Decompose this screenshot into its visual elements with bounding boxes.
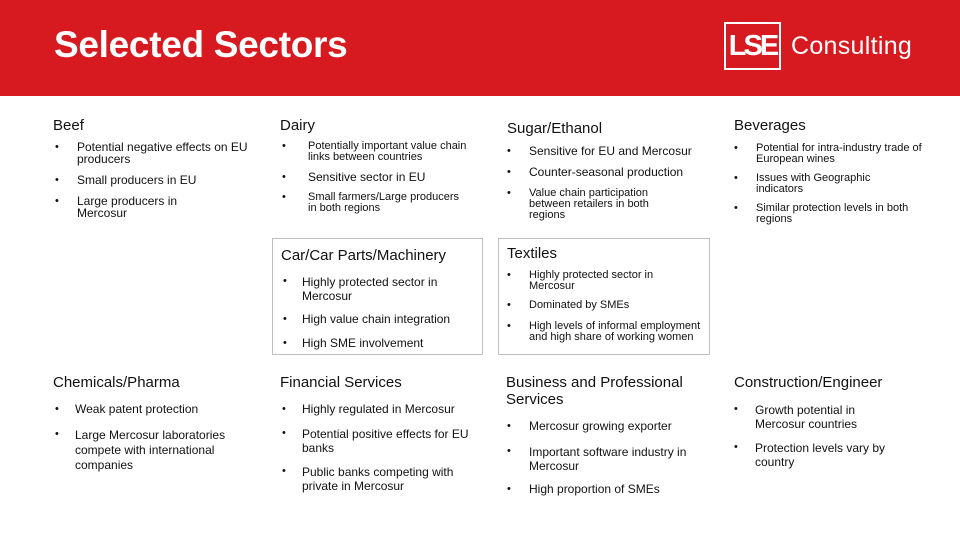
bullet: • [734,202,738,214]
list-item [283,337,478,349]
sector-title-construction: Construction/Engineer [734,374,883,391]
item-text: Important software industry in Mercosur [529,445,687,473]
bullet: • [507,187,511,199]
sector-title-beef: Beef [53,117,84,134]
item-text: Potential for intra-industry trade of European wines [756,142,922,165]
item-text: Value chain participation between retailers in both regions [529,187,649,221]
item-text: High SME involvement [302,336,424,350]
list-item [282,403,482,415]
header-bar [0,0,960,96]
item-text: High value chain integration [302,312,451,326]
bullet: • [55,195,59,207]
list-item [734,403,894,431]
item-text: Sensitive for EU and Mercosur [529,144,692,158]
sector-box-chemicals-pharma [45,368,256,508]
item-text: Issues with Geographic indicators [756,172,871,195]
sector-box-beef [45,108,255,238]
list-item [282,141,482,163]
bullet: • [734,403,738,415]
sector-title-chemicals-pharma: Chemicals/Pharma [53,374,180,391]
list-item [55,428,255,473]
item-text: Weak patent protection [75,402,199,416]
item-text: Potential negative effects on EU producers [77,140,248,166]
list-item [507,270,682,292]
item-text: Protection levels vary by country [755,441,886,469]
lse-consulting-logo [724,22,912,70]
item-text: High levels of informal employment and high share of working women [529,320,701,343]
list-item [507,300,702,311]
list-item [55,403,255,415]
list-item [282,171,477,183]
sector-title-textiles: Textiles [507,245,558,262]
item-text: Highly regulated in Mercosur [302,402,455,416]
bullet: • [283,337,287,349]
bullet: • [507,483,511,495]
item-text: Large Mercosur laboratories compete with international companies [75,428,226,472]
page-title: Selected Sectors [54,24,348,65]
list-item [507,445,687,473]
item-text: Large producers in Mercosur [77,194,178,220]
item-text: Public banks competing with private in Mercosur [302,465,454,493]
sector-box-dairy [272,108,482,233]
logo-text: Consulting [791,31,913,60]
bullet: • [507,445,511,457]
bullet: • [282,427,286,439]
list-item [507,188,672,221]
item-text: Growth potential in Mercosur countries [755,403,858,431]
list-item [507,420,707,432]
list-item [507,321,707,343]
sector-title-business-services: Business and Professional Services [506,374,683,408]
list-item [283,313,478,325]
item-text: Dominated by SMEs [529,299,630,311]
item-text: Potentially important value chain links between countries [308,140,467,163]
list-item [282,465,482,493]
list-item [734,203,934,225]
bullet: • [282,465,286,477]
bullet: • [507,420,511,432]
bullet: • [55,428,59,440]
bullet: • [734,441,738,453]
list-item [55,141,250,165]
sector-title-car-machinery: Car/Car Parts/Machinery [281,247,447,264]
bullet: • [507,166,511,178]
list-item [507,483,707,495]
sector-title-beverages: Beverages [734,117,806,134]
list-item [282,427,482,455]
list-item [55,195,205,219]
sector-box-car-machinery [272,238,483,355]
list-item [734,173,909,195]
list-item [734,441,914,469]
sector-box-business-services [498,368,710,508]
item-text: Sensitive sector in EU [308,170,426,184]
list-item [283,275,478,303]
bullet: • [282,191,286,203]
list-item [55,174,250,186]
list-item [507,145,707,157]
bullet: • [507,145,511,157]
list-item [734,143,934,165]
bullet: • [55,174,59,186]
sector-box-financial-services [272,368,483,508]
item-text: Highly protected sector in Mercosur [529,269,654,292]
item-text: Mercosur growing exporter [529,419,672,433]
bullet: • [282,140,286,152]
bullet: • [283,275,287,287]
bullet: • [283,313,287,325]
item-text: Similar protection levels in both regions [756,202,909,225]
sector-title-financial-services: Financial Services [280,374,402,391]
item-text: Potential positive effects for EU banks [302,427,469,455]
sector-title-dairy: Dairy [280,117,316,134]
bullet: • [55,141,59,153]
item-text: Counter-seasonal production [529,165,684,179]
bullet: • [507,299,511,311]
item-text: Small producers in EU [77,173,197,187]
bullet: • [734,172,738,184]
list-item [282,192,467,214]
sector-box-sugar-ethanol [498,108,710,238]
lse-logo-mark: LSE [724,22,781,70]
bullet: • [734,142,738,154]
bullet: • [55,403,59,415]
sector-box-beverages [725,108,937,233]
bullet: • [282,403,286,415]
bullet: • [507,320,511,332]
sector-box-textiles [498,238,710,355]
item-text: Small farmers/Large producers in both regions [308,191,460,214]
sector-title-sugar-ethanol: Sugar/Ethanol [507,120,603,137]
item-text: Highly protected sector in Mercosur [302,275,438,303]
bullet: • [507,269,511,281]
list-item [507,166,707,178]
sector-box-construction [725,368,937,508]
bullet: • [282,171,286,183]
item-text: High proportion of SMEs [529,482,660,496]
